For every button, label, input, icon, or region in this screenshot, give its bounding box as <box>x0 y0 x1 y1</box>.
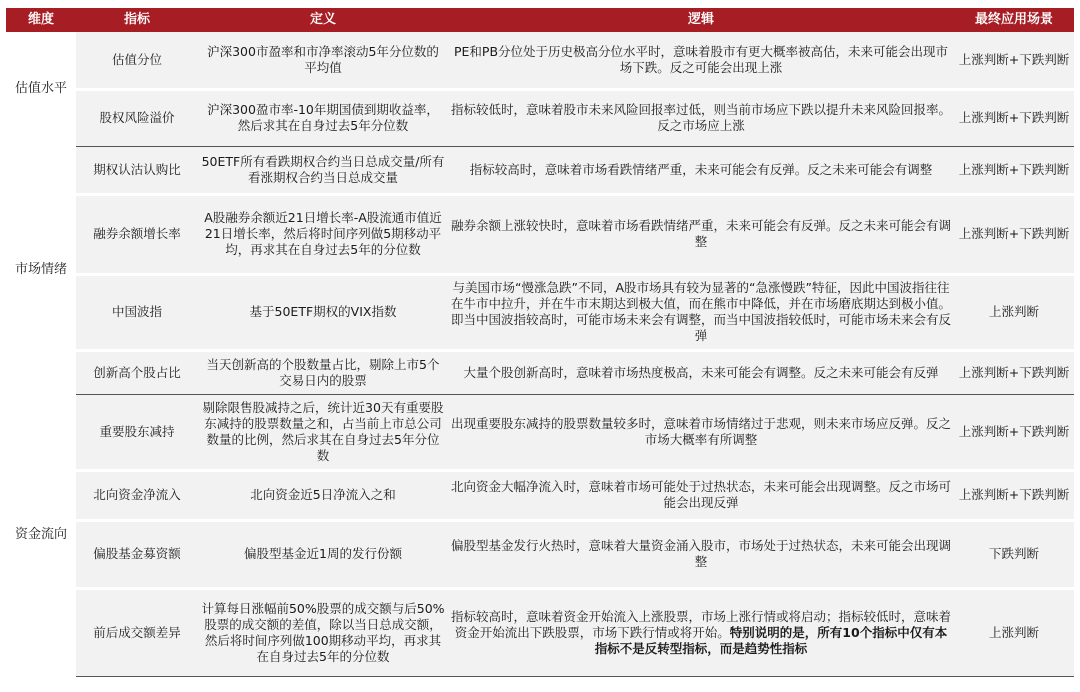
logic-cell <box>448 588 954 676</box>
indicator-cell: 创新高个股占比 <box>76 350 198 394</box>
table-row <box>6 146 1074 194</box>
header-definition: 定义 <box>198 8 448 32</box>
indicator-cell: 北向资金净流入 <box>76 470 198 520</box>
indicator-cell: 中国波指 <box>76 274 198 350</box>
header-scenario: 最终应用场景 <box>954 8 1074 32</box>
table-row <box>6 194 1074 274</box>
definition-cell: 剔除限售股减持之后，统计近30天有重要股东减持的股票数量之和，占当前上市总公司数量的比例，然后求其在自身过去5年分位数 <box>198 394 448 470</box>
definition-cell: A股融券余额近21日增长率-A股流通市值近21日增长率，然后将时间序列做5期移动平均，再求其在自身过去5年的分位数 <box>198 194 448 274</box>
definition-cell: 50ETF所有看跌期权合约当日总成交量/所有看涨期权合约当日总成交量 <box>198 146 448 194</box>
scenario-cell: 上涨判断+下跌判断 <box>954 350 1074 394</box>
scenario-cell: 上涨判断+下跌判断 <box>954 470 1074 520</box>
table-row <box>6 394 1074 470</box>
logic-cell: 出现重要股东减持的股票数量较多时，意味着市场情绪过于悲观，则未来市场应反弹。反之市场大概率有所调整 <box>448 394 954 470</box>
indicator-cell: 股权风险溢价 <box>76 89 198 146</box>
scenario-cell: 上涨判断+下跌判断 <box>954 394 1074 470</box>
table-row <box>6 350 1074 394</box>
scenario-cell: 下跌判断 <box>954 520 1074 588</box>
table-row <box>6 520 1074 588</box>
definition-cell: 沪深300盈市率-10年期国债到期收益率，然后求其在自身过去5年分位数 <box>198 89 448 146</box>
logic-cell: 融券余额上涨较快时，意味着市场看跌情绪严重，未来可能会有反弹。反之未来可能会有调整 <box>448 194 954 274</box>
dimension-cell: 估值水平 <box>6 32 76 146</box>
indicator-cell: 期权认沽认购比 <box>76 146 198 194</box>
logic-special-note: 特别说明的是，所有10个指标中仅有本指标不是反转型指标，而是趋势性指标 <box>594 624 948 656</box>
scenario-cell: 上涨判断 <box>954 274 1074 350</box>
logic-cell: 与美国市场“慢涨急跌”不同，A股市场具有较为显著的“急涨慢跌”特征，因此中国波指往往在牛市中拉升，并在牛市末期达到极大值，而在熊市中降低，并在市场磨底期达到极小值。即当中国波指较高时，可能市场未来会有调整，而当中国波指较低时，可能市场未来会有反弹 <box>448 274 954 350</box>
definition-cell: 偏股型基金近1周的发行份额 <box>198 520 448 588</box>
header-indicator: 指标 <box>76 8 198 32</box>
header-dimension: 维度 <box>6 8 76 32</box>
indicator-cell: 估值分位 <box>76 32 198 89</box>
definition-cell: 基于50ETF期权的VIX指数 <box>198 274 448 350</box>
table-row <box>6 470 1074 520</box>
dimension-cell: 市场情绪 <box>6 146 76 394</box>
logic-cell: PE和PB分位处于历史极高分位水平时，意味着股市有更大概率被高估，未来可能会出现市场下跌。反之可能会出现上涨 <box>448 32 954 89</box>
table-row <box>6 89 1074 146</box>
header-logic: 逻辑 <box>448 8 954 32</box>
scenario-cell: 上涨判断+下跌判断 <box>954 146 1074 194</box>
table-row <box>6 274 1074 350</box>
indicator-cell: 融券余额增长率 <box>76 194 198 274</box>
definition-cell: 沪深300市盈率和市净率滚动5年分位数的平均值 <box>198 32 448 89</box>
indicator-cell: 前后成交额差异 <box>76 588 198 676</box>
logic-cell: 偏股型基金发行火热时，意味着大量资金涌入股市，市场处于过热状态，未来可能会出现调整 <box>448 520 954 588</box>
table-row <box>6 32 1074 89</box>
indicator-cell: 重要股东减持 <box>76 394 198 470</box>
definition-cell: 当天创新高的个股数量占比，剔除上市5个交易日内的股票 <box>198 350 448 394</box>
scenario-cell: 上涨判断+下跌判断 <box>954 194 1074 274</box>
logic-cell: 指标较高时，意味着市场看跌情绪严重，未来可能会有反弹。反之未来可能会有调整 <box>448 146 954 194</box>
definition-cell: 北向资金近5日净流入之和 <box>198 470 448 520</box>
indicator-cell: 偏股基金募资额 <box>76 520 198 588</box>
indicator-table <box>6 8 1074 677</box>
table-header-row <box>6 8 1074 32</box>
logic-cell: 北向资金大幅净流入时，意味着市场可能处于过热状态，未来可能会出现调整。反之市场可能会出现反弹 <box>448 470 954 520</box>
scenario-cell: 上涨判断+下跌判断 <box>954 89 1074 146</box>
scenario-cell: 上涨判断+下跌判断 <box>954 32 1074 89</box>
scenario-cell: 上涨判断 <box>954 588 1074 676</box>
logic-cell: 大量个股创新高时，意味着市场热度极高，未来可能会有调整。反之未来可能会有反弹 <box>448 350 954 394</box>
definition-cell: 计算每日涨幅前50%股票的成交额与后50%股票的成交额的差值，除以当日总成交额，然后将时间序列做100期移动平均，再求其在自身过去5年的分位数 <box>198 588 448 676</box>
logic-text: 指标较高时，意味着资金开始流入上涨股票，市场上涨行情或将启动；指标较低时，意味着资金开始流出下跌股票，市场下跌行情或将开始。 <box>451 608 952 640</box>
dimension-cell: 资金流向 <box>6 394 76 676</box>
table-row <box>6 588 1074 676</box>
logic-cell: 指标较低时，意味着股市未来风险回报率过低，则当前市场应下跌以提升未来风险回报率。反之市场应上涨 <box>448 89 954 146</box>
